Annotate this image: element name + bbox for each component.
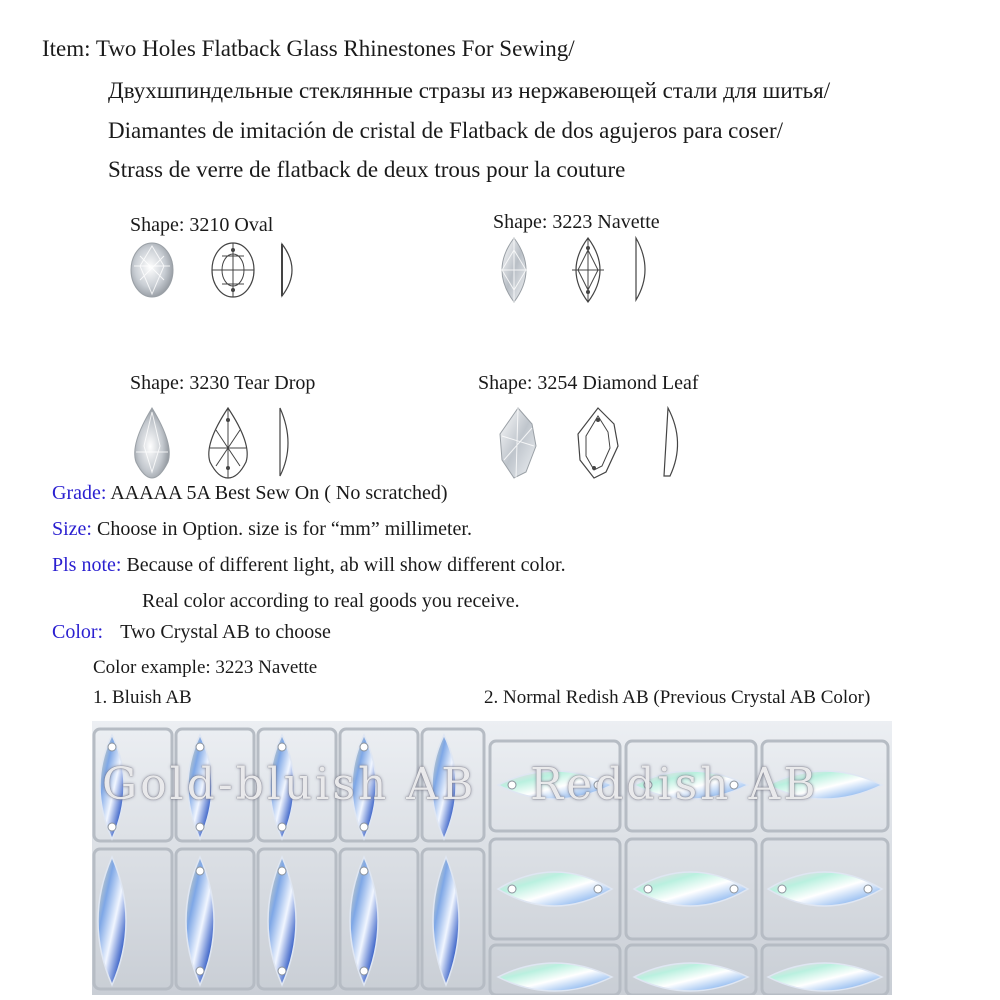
- note-row: [52, 554, 566, 577]
- item-title-english: Item: Two Holes Flatback Glass Rhinestones For Sewing/: [42, 36, 575, 61]
- photo-label-gold-bluish: Gold-bluish AB: [102, 759, 477, 810]
- note-value: Because of different light, ab will show different color.: [126, 554, 566, 576]
- size-row: [52, 518, 472, 541]
- photo-label-reddish: Reddish AB: [530, 759, 819, 810]
- size-label: Size:: [52, 518, 92, 540]
- teardrop-gem-icon: [130, 406, 310, 478]
- color-row: [52, 621, 331, 644]
- product-photo: [92, 721, 892, 995]
- note-value-line2: Real color according to real goods you receive.: [142, 590, 520, 612]
- color-option-bluish: 1. Bluish AB: [93, 687, 192, 708]
- grade-label: Grade:: [52, 482, 107, 504]
- shape-title-navette: Shape: 3223 Navette: [493, 211, 660, 233]
- grade-row: [52, 482, 448, 505]
- color-example-title: Color example: 3223 Navette: [93, 657, 318, 678]
- note-label: Pls note:: [52, 554, 122, 576]
- item-title-spanish: Diamantes de imitación de cristal de Flatback de dos agujeros para coser/: [108, 118, 784, 143]
- shape-title-oval: Shape: 3210 Oval: [130, 214, 274, 236]
- item-title-french: Strass de verre de flatback de deux trous pour la couture: [108, 157, 626, 182]
- navette-gem-icon: [490, 236, 670, 306]
- shape-title-diamond-leaf: Shape: 3254 Diamond Leaf: [478, 372, 699, 394]
- diamond-leaf-gem-icon: [494, 406, 694, 478]
- grade-value: AAAAA 5A Best Sew On ( No scratched): [110, 482, 448, 504]
- item-title-russian: Двухшпиндельные стеклянные стразы из нержавеющей стали для шитья/: [108, 78, 831, 103]
- size-value: Choose in Option. size is for “mm” millimeter.: [97, 518, 472, 540]
- oval-gem-icon: [130, 236, 320, 306]
- color-value: Two Crystal AB to choose: [120, 621, 331, 643]
- shape-title-teardrop: Shape: 3230 Tear Drop: [130, 372, 316, 394]
- color-label: Color:: [52, 621, 104, 643]
- color-option-reddish: 2. Normal Redish AB (Previous Crystal AB Color): [484, 687, 871, 708]
